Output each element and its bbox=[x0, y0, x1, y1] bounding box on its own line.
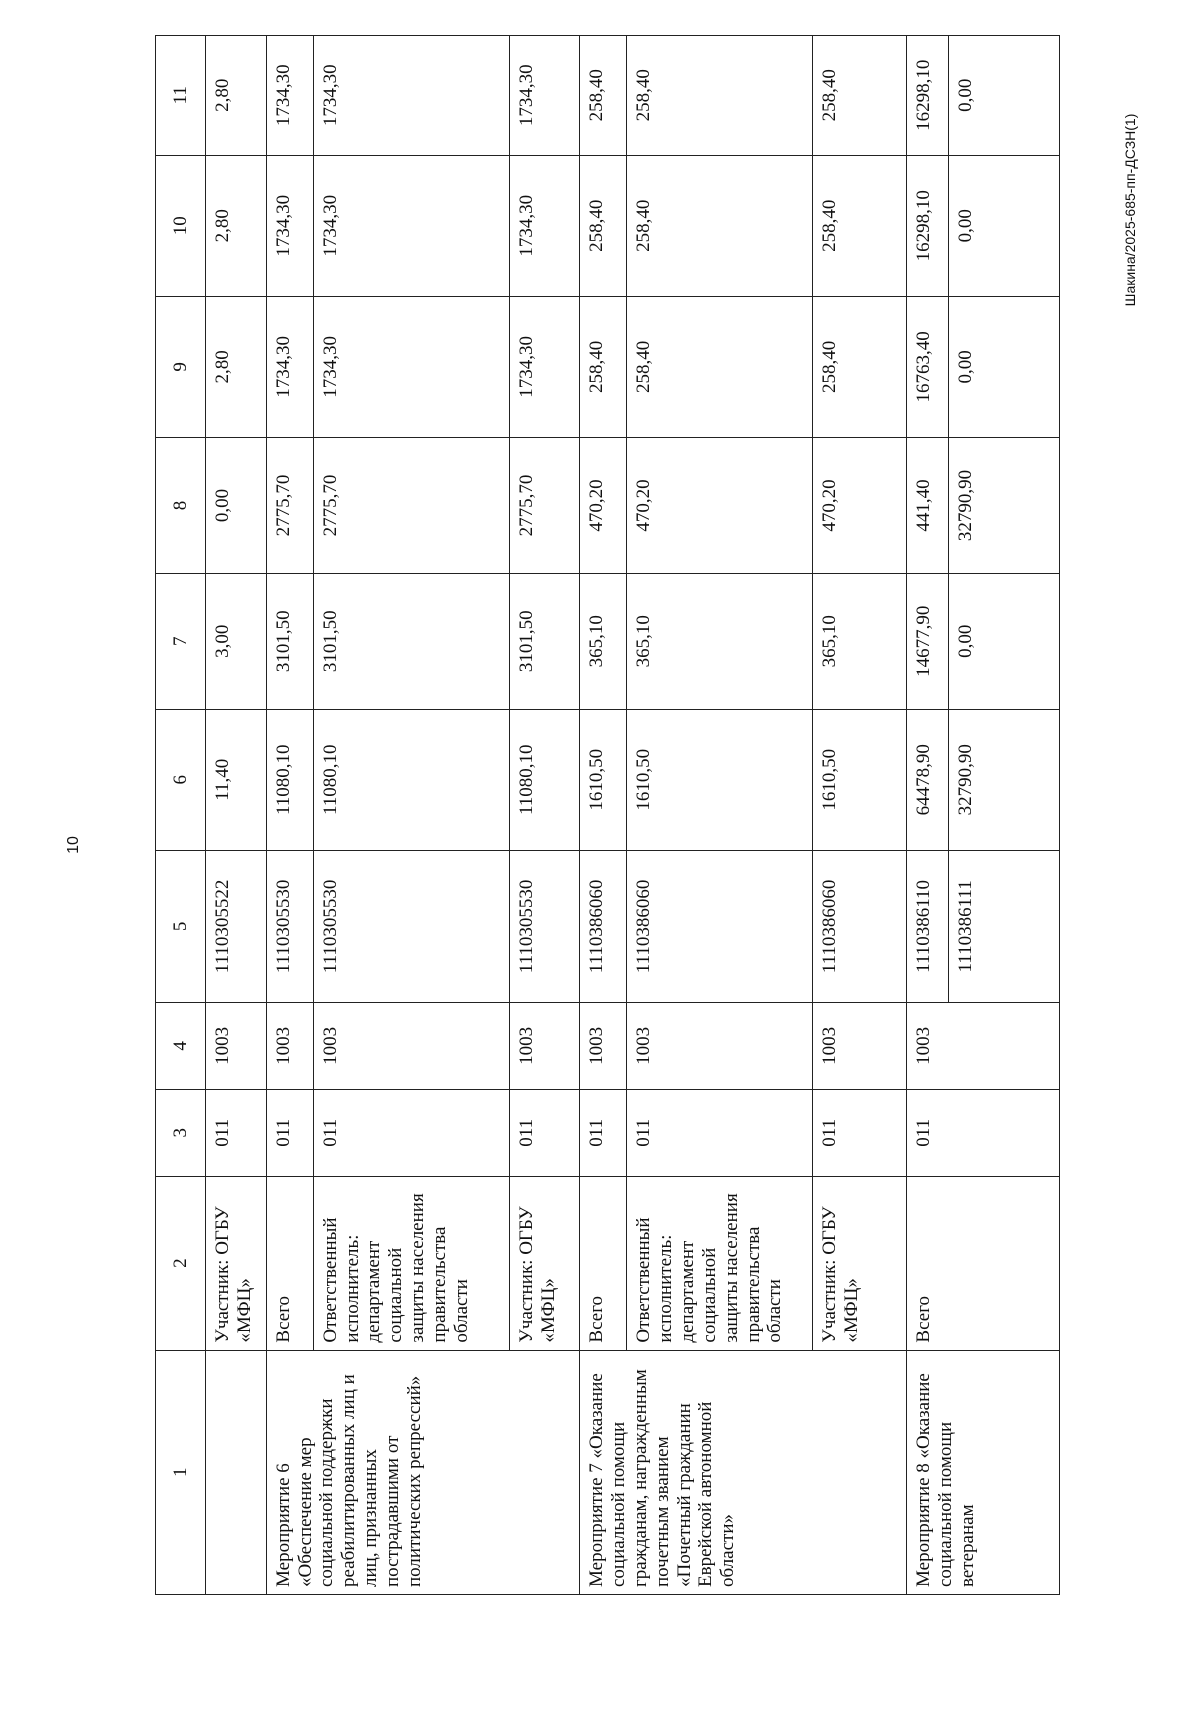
table-cell: 011 bbox=[510, 1089, 580, 1176]
table-cell: 11080,10 bbox=[266, 709, 313, 850]
table-cell: 011 bbox=[266, 1089, 313, 1176]
table-cell: 0,00 bbox=[949, 155, 1060, 296]
table-cell: 258,40 bbox=[813, 36, 907, 156]
table-cell: 1610,50 bbox=[813, 709, 907, 850]
header-row bbox=[156, 36, 206, 1595]
total-label-cell: Всего bbox=[580, 1176, 627, 1350]
table-cell: 1110386060 bbox=[580, 850, 627, 1002]
table-cell: 0,00 bbox=[949, 573, 1060, 709]
table-cell: 2775,70 bbox=[313, 438, 509, 574]
table-cell: 0,00 bbox=[206, 438, 267, 574]
header-cell: 11 bbox=[156, 36, 206, 156]
empty-cell bbox=[206, 1350, 267, 1594]
table-cell: 16763,40 bbox=[907, 296, 949, 437]
table-cell: 365,10 bbox=[813, 573, 907, 709]
table-cell: 11080,10 bbox=[313, 709, 509, 850]
table-cell: 1110386060 bbox=[813, 850, 907, 1002]
header-cell: 8 bbox=[156, 438, 206, 574]
table-cell: 32790,90 bbox=[949, 438, 1060, 574]
table-row bbox=[206, 36, 267, 1595]
table-cell: 470,20 bbox=[813, 438, 907, 574]
header-cell: 1 bbox=[156, 1350, 206, 1594]
table-cell: 0,00 bbox=[949, 296, 1060, 437]
table-cell: 470,20 bbox=[580, 438, 627, 574]
table-cell: 011 bbox=[313, 1089, 509, 1176]
table-cell: 11,40 bbox=[206, 709, 267, 850]
participant-cell: Участник: ОГБУ «МФЦ» bbox=[813, 1176, 907, 1350]
table-cell: 32790,90 bbox=[949, 709, 1060, 850]
participant-cell: Участник: ОГБУ «МФЦ» bbox=[206, 1176, 267, 1350]
table-cell: 1003 bbox=[206, 1002, 267, 1089]
table-cell: 0,00 bbox=[949, 36, 1060, 156]
header-cell: 10 bbox=[156, 155, 206, 296]
table-cell: 2,80 bbox=[206, 296, 267, 437]
table-cell: 1734,30 bbox=[266, 296, 313, 437]
table-cell: 16298,10 bbox=[907, 155, 949, 296]
header-cell: 6 bbox=[156, 709, 206, 850]
event-title-cell: Мероприятие 6 «Обеспечение мер социальной поддержки реабилитированных лиц и лиц, признанных пострадавшими от политических репрессий» bbox=[266, 1350, 580, 1594]
participant-cell: Участник: ОГБУ «МФЦ» bbox=[510, 1176, 580, 1350]
table-cell: 1610,50 bbox=[627, 709, 813, 850]
table-cell: 258,40 bbox=[627, 36, 813, 156]
table-cell: 64478,90 bbox=[907, 709, 949, 850]
table-cell: 3,00 bbox=[206, 573, 267, 709]
table-cell: 258,40 bbox=[580, 36, 627, 156]
header-cell: 5 bbox=[156, 850, 206, 1002]
table-cell: 1734,30 bbox=[313, 36, 509, 156]
table-cell: 011 bbox=[813, 1089, 907, 1176]
table-cell: 1110386111 bbox=[949, 850, 1060, 1002]
table-cell: 2,80 bbox=[206, 36, 267, 156]
document-code: Шакина/2025-685-пп-ДСЗН(1) bbox=[1122, 113, 1138, 307]
table-cell: 1003 bbox=[266, 1002, 313, 1089]
table-cell: 2775,70 bbox=[510, 438, 580, 574]
table-row bbox=[266, 36, 313, 1595]
table-cell: 1734,30 bbox=[266, 36, 313, 156]
header-cell: 2 bbox=[156, 1176, 206, 1350]
table-cell: 470,20 bbox=[627, 438, 813, 574]
header-cell: 9 bbox=[156, 296, 206, 437]
header-cell: 7 bbox=[156, 573, 206, 709]
table-cell: 1734,30 bbox=[313, 296, 509, 437]
table-cell: 1610,50 bbox=[580, 709, 627, 850]
budget-table bbox=[155, 35, 1060, 1595]
table-cell: 441,40 bbox=[907, 438, 949, 574]
table-cell: 1003 bbox=[580, 1002, 627, 1089]
table-cell: 16298,10 bbox=[907, 36, 949, 156]
table-cell: 011 bbox=[907, 1089, 1060, 1176]
total-label-cell: Всего bbox=[907, 1176, 1060, 1350]
table-cell: 1734,30 bbox=[510, 36, 580, 156]
table-cell: 1003 bbox=[907, 1002, 1060, 1089]
table-cell: 011 bbox=[580, 1089, 627, 1176]
table-cell: 1734,30 bbox=[510, 296, 580, 437]
header-cell: 3 bbox=[156, 1089, 206, 1176]
table-cell: 1110305530 bbox=[266, 850, 313, 1002]
table-cell: 1110386060 bbox=[627, 850, 813, 1002]
table-cell: 1110386110 bbox=[907, 850, 949, 1002]
table-cell: 2775,70 bbox=[266, 438, 313, 574]
table-cell: 1003 bbox=[813, 1002, 907, 1089]
table-cell: 011 bbox=[627, 1089, 813, 1176]
table-cell: 258,40 bbox=[580, 155, 627, 296]
responsible-cell: Ответственный исполнитель: департамент социальной защиты населения правительства области bbox=[313, 1176, 509, 1350]
table-cell: 1110305530 bbox=[313, 850, 509, 1002]
table-cell: 3101,50 bbox=[266, 573, 313, 709]
table-cell: 1110305530 bbox=[510, 850, 580, 1002]
event-title-cell: Мероприятие 8 «Оказание социальной помощи ветеранам bbox=[907, 1350, 1060, 1594]
table-cell: 258,40 bbox=[580, 296, 627, 437]
table-cell: 1003 bbox=[510, 1002, 580, 1089]
table-cell: 258,40 bbox=[813, 155, 907, 296]
table-cell: 3101,50 bbox=[313, 573, 509, 709]
table-container bbox=[155, 35, 1060, 1595]
table-cell: 258,40 bbox=[813, 296, 907, 437]
table-cell: 3101,50 bbox=[510, 573, 580, 709]
header-cell: 4 bbox=[156, 1002, 206, 1089]
table-cell: 1734,30 bbox=[510, 155, 580, 296]
table-cell: 1003 bbox=[627, 1002, 813, 1089]
event-title-cell: Мероприятие 7 «Оказание социальной помощи гражданам, награжденным почетным званием «Почетный гражданин Еврейской автономной области» bbox=[580, 1350, 907, 1594]
responsible-cell: Ответственный исполнитель: департамент социальной защиты населения правительства области bbox=[627, 1176, 813, 1350]
table-cell: 365,10 bbox=[580, 573, 627, 709]
table-cell: 1110305522 bbox=[206, 850, 267, 1002]
table-cell: 1734,30 bbox=[313, 155, 509, 296]
table-cell: 14677,90 bbox=[907, 573, 949, 709]
table-cell: 11080,10 bbox=[510, 709, 580, 850]
table-row bbox=[580, 36, 627, 1595]
table-cell: 258,40 bbox=[627, 155, 813, 296]
table-cell: 258,40 bbox=[627, 296, 813, 437]
total-label-cell: Всего bbox=[266, 1176, 313, 1350]
table-cell: 1734,30 bbox=[266, 155, 313, 296]
table-cell: 1003 bbox=[313, 1002, 509, 1089]
table-cell: 2,80 bbox=[206, 155, 267, 296]
page-number: 10 bbox=[65, 836, 82, 854]
table-cell: 365,10 bbox=[627, 573, 813, 709]
table-row bbox=[907, 36, 949, 1595]
table-cell: 011 bbox=[206, 1089, 267, 1176]
